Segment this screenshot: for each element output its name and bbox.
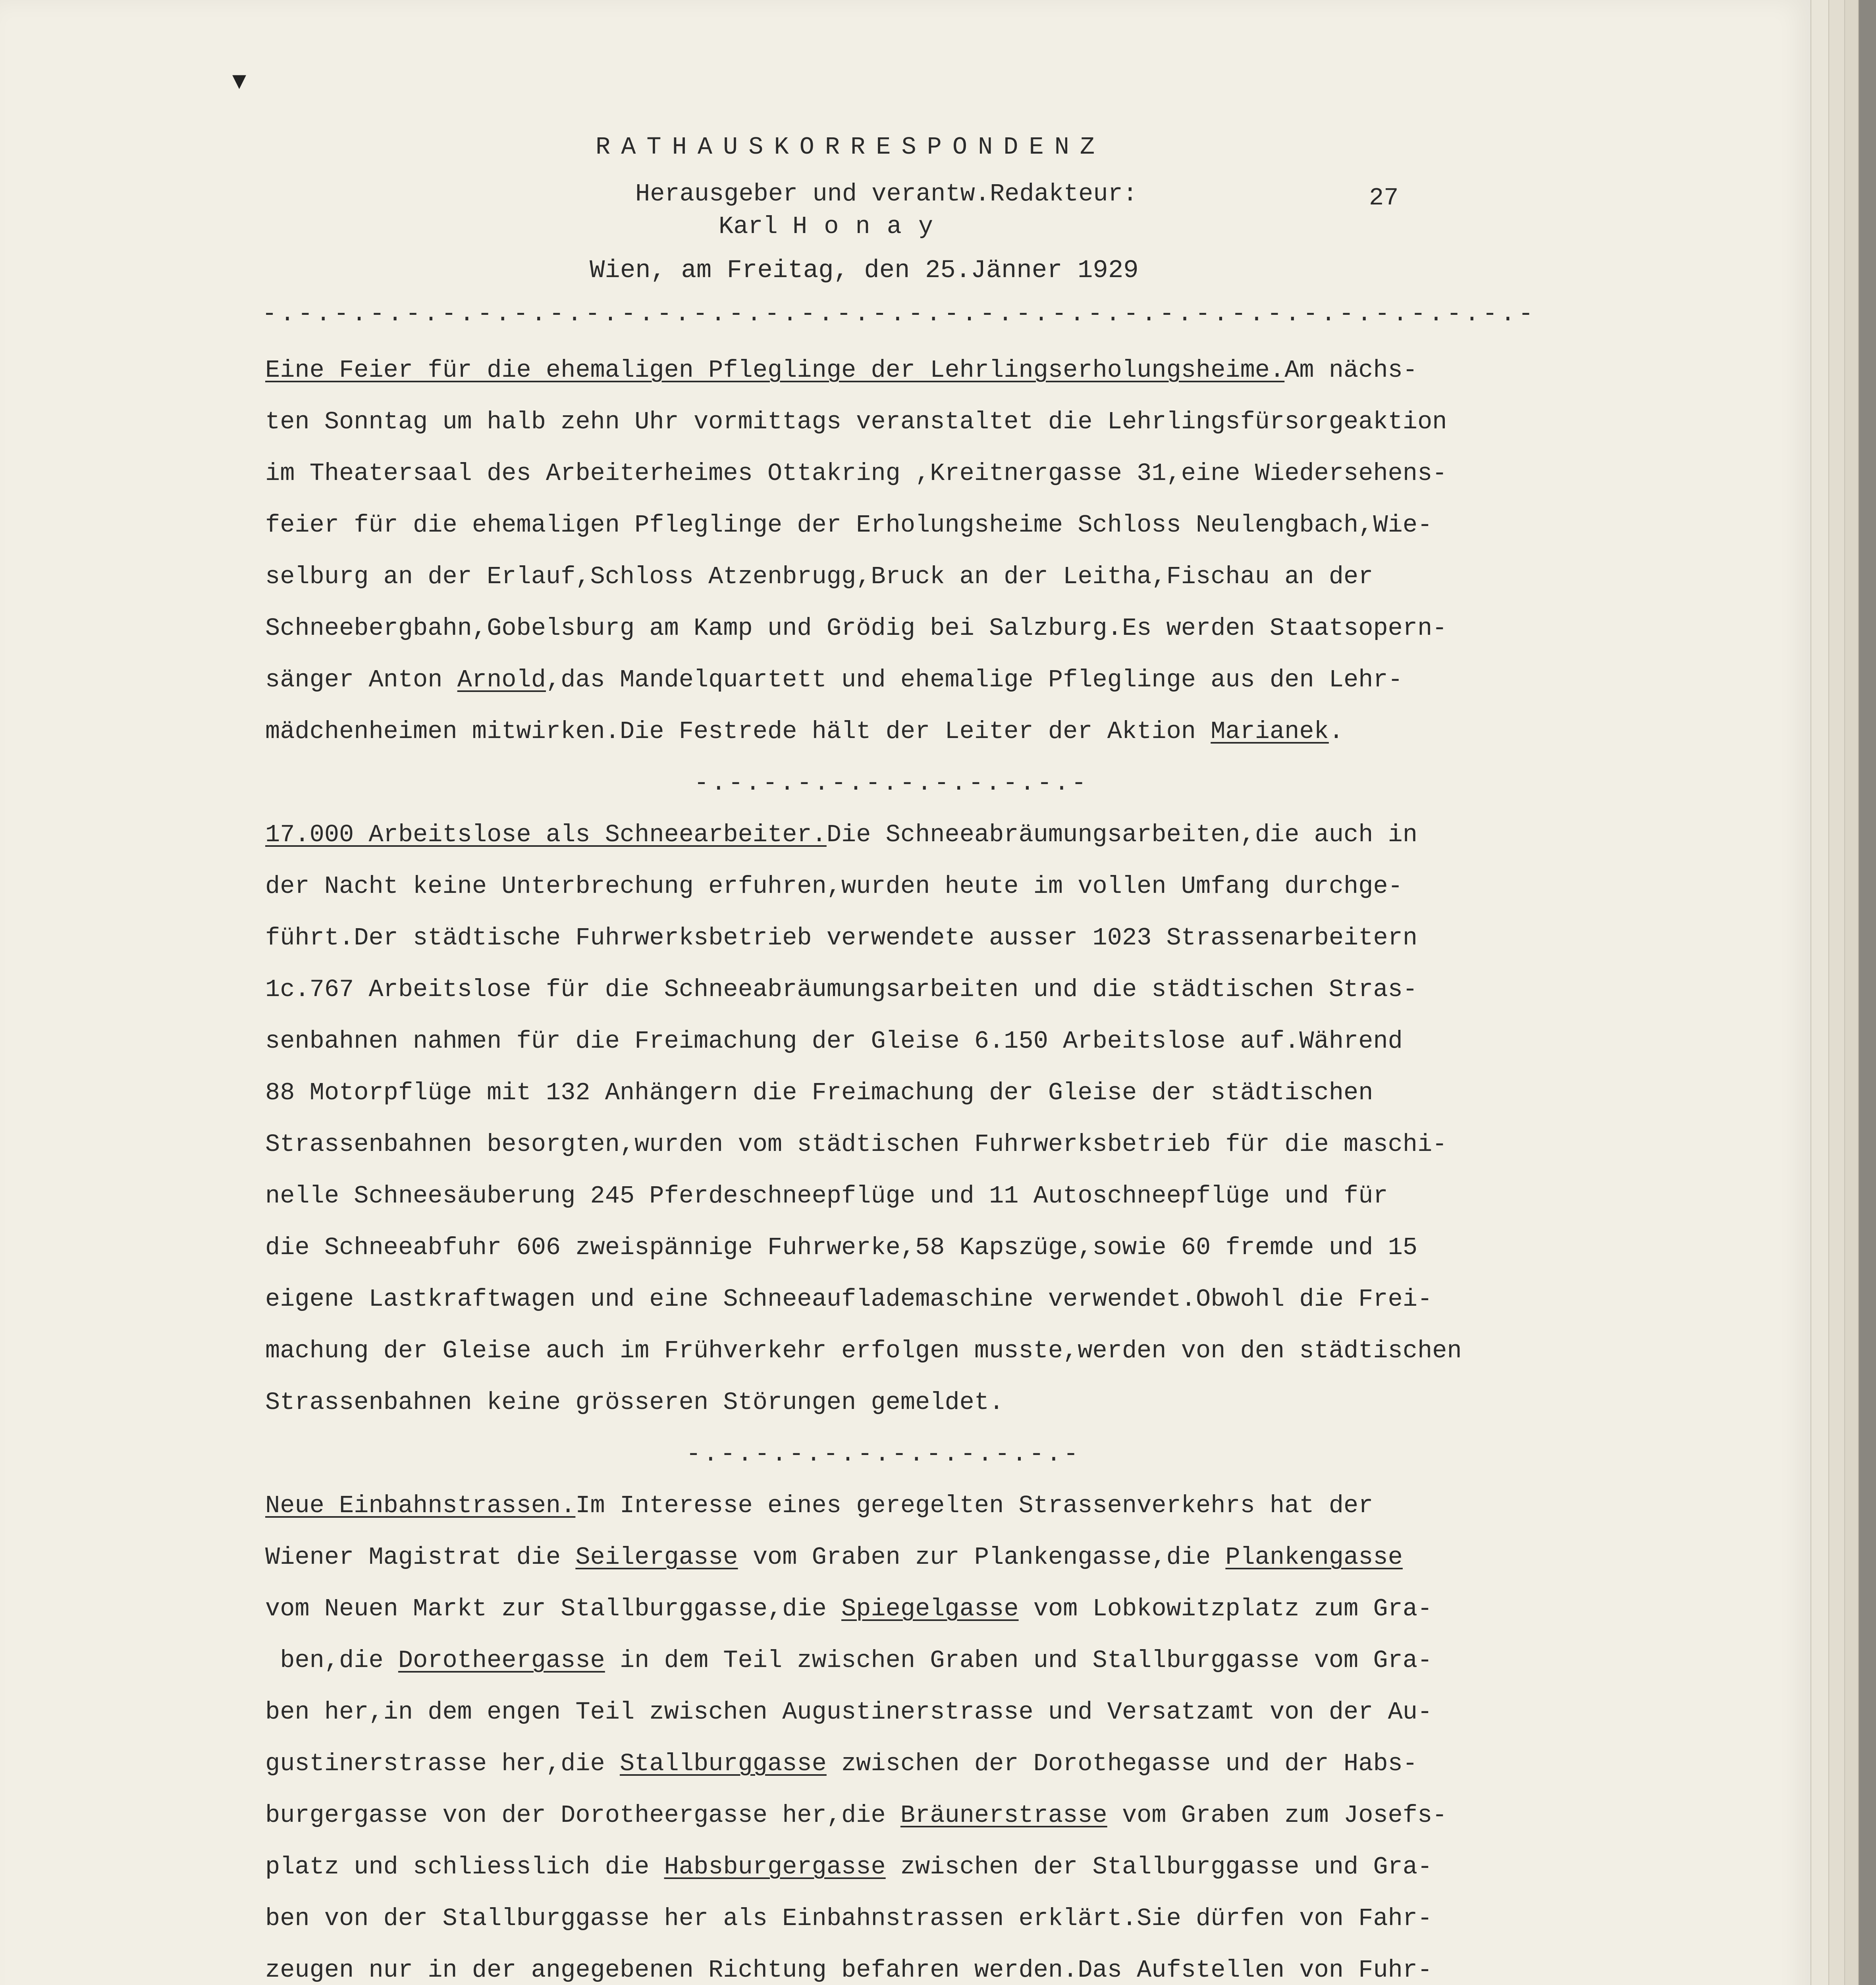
article-line: Eine Feier für die ehemaligen Pfleglinge der Lehrlingserholungsheime.Am nächs- (265, 356, 1418, 384)
street-name: Habsburgergasse (664, 1853, 886, 1881)
article-line: 17.000 Arbeitslose als Schneearbeiter.Die Schneeabräumungsarbeiten,die auch in (265, 821, 1418, 849)
article-line: der Nacht keine Unterbrechung erfuhren,wurden heute im vollen Umfang durchge- (265, 872, 1403, 900)
article-line: burgergasse von der Dorotheergasse her,die Bräunerstrasse vom Graben zum Josefs- (265, 1801, 1447, 1829)
page-stack-edge (1844, 0, 1859, 1985)
article-line: vom Neuen Markt zur Stallburggasse,die Spiegelgasse vom Lobkowitzplatz zum Gra- (265, 1595, 1433, 1623)
underlined-name: Arnold (457, 666, 546, 694)
article-line: Strassenbahnen keine grösseren Störungen gemeldet. (265, 1388, 1004, 1416)
article-line: machung der Gleise auch im Frühverkehr erfolgen musste,werden von den städtischen (265, 1337, 1462, 1365)
page-stack-edge (1810, 0, 1829, 1985)
editor-last-name: Honay (792, 212, 950, 241)
article-line: selburg an der Erlauf,Schloss Atzenbrugg,Bruck an der Leitha,Fischau an der (265, 563, 1373, 591)
article-line: zeugen nur in der angegebenen Richtung befahren werden.Das Aufstellen von Fuhr- (265, 1956, 1433, 1984)
street-name: Plankengasse (1225, 1543, 1403, 1571)
article-line: Neue Einbahnstrassen.Im Interesse eines geregelten Strassenverkehrs hat der (265, 1492, 1373, 1520)
article-line: nelle Schneesäuberung 245 Pferdeschneepflüge und 11 Autoschneepflüge und für (265, 1182, 1388, 1210)
article-title: Eine Feier für die ehemaligen Pfleglinge der Lehrlingserholungsheime. (265, 356, 1285, 384)
article-line: Schneebergbahn,Gobelsburg am Kamp und Grödig bei Salzburg.Es werden Staatsopern- (265, 614, 1447, 642)
street-name: Bräunerstrasse (900, 1801, 1107, 1829)
page-stack-edge (1858, 0, 1876, 1985)
article-line: mädchenheimen mitwirken.Die Festrede hält der Leiter der Aktion Marianek. (265, 717, 1344, 746)
article-line: führt.Der städtische Fuhrwerksbetrieb verwendete ausser 1023 Strassenarbeitern (265, 924, 1418, 952)
page-stack-edge (1828, 0, 1845, 1985)
article-line: senbahnen nahmen für die Freimachung der Gleise 6.150 Arbeitslose auf.Während (265, 1027, 1403, 1055)
editor-first-name: Karl (719, 212, 778, 241)
underlined-name: Marianek (1211, 717, 1329, 746)
page-number: 27 (1369, 184, 1399, 212)
article-line: sänger Anton Arnold,das Mandelquartett und ehemalige Pfleglinge aus den Lehr- (265, 666, 1403, 694)
article-line: feier für die ehemaligen Pfleglinge der Erholungsheime Schloss Neulengbach,Wie- (265, 511, 1433, 539)
section-separator: -.-.-.-.-.-.-.-.-.-.-.- (686, 1440, 1081, 1468)
masthead-title: RATHAUSKORRESPONDENZ (596, 133, 1106, 161)
street-name: Dorotheergasse (398, 1646, 605, 1675)
editor-line: Herausgeber und verantw.Redakteur: (635, 180, 1138, 208)
article-line: ben,die Dorotheergasse in dem Teil zwischen Graben und Stallburggasse vom Gra- (265, 1646, 1433, 1675)
street-name: Seilergasse (575, 1543, 738, 1571)
date-line: Wien, am Freitag, den 25.Jänner 1929 (590, 256, 1139, 285)
article-line: ben her,in dem engen Teil zwischen Augustinerstrasse und Versatzamt von der Au- (265, 1698, 1433, 1726)
article-line: 1c.767 Arbeitslose für die Schneeabräumungsarbeiten und die städtischen Stras- (265, 975, 1418, 1004)
street-name: Spiegelgasse (841, 1595, 1019, 1623)
article-line: ten Sonntag um halb zehn Uhr vormittags veranstaltet die Lehrlingsfürsorgeaktion (265, 408, 1447, 436)
article-line: 88 Motorpflüge mit 132 Anhängern die Freimachung der Gleise der städtischen (265, 1079, 1373, 1107)
street-name: Stallburggasse (619, 1750, 827, 1778)
article-line: ben von der Stallburggasse her als Einbahnstrassen erklärt.Sie dürfen von Fahr- (265, 1904, 1433, 1933)
article-line: platz und schliesslich die Habsburgergasse zwischen der Stallburggasse und Gra- (265, 1853, 1433, 1881)
article-line: gustinerstrasse her,die Stallburggasse zwischen der Dorothegasse und der Habs- (265, 1750, 1418, 1778)
section-separator: -.-.-.-.-.-.-.-.-.-.-.- (694, 769, 1089, 797)
article-title: 17.000 Arbeitslose als Schneearbeiter. (265, 821, 827, 849)
article-line: Wiener Magistrat die Seilergasse vom Graben zur Plankengasse,die Plankengasse (265, 1543, 1403, 1571)
editor-name (719, 214, 950, 239)
article-title: Neue Einbahnstrassen. (265, 1492, 576, 1520)
article-line: im Theatersaal des Arbeiterheimes Ottakring ,Kreitnergasse 31,eine Wiedersehens- (265, 459, 1447, 488)
article-line: eigene Lastkraftwagen und eine Schneeauflademaschine verwendet.Obwohl die Frei- (265, 1285, 1433, 1313)
header-rule: -.-.-.-.-.-.-.-.-.-.-.-.-.-.-.-.-.-.-.-.-.-.-.-.-.-.-.-.-.-.-.-.-.-.-.- (262, 300, 1537, 328)
article-line: Strassenbahnen besorgten,wurden vom städtischen Fuhrwerksbetrieb für die maschi- (265, 1130, 1447, 1158)
document-body (265, 345, 1571, 1985)
binding-hole-mark: ▾ (232, 64, 247, 96)
article-line: die Schneeabfuhr 606 zweispännige Fuhrwerke,58 Kapszüge,sowie 60 fremde und 15 (265, 1233, 1418, 1262)
